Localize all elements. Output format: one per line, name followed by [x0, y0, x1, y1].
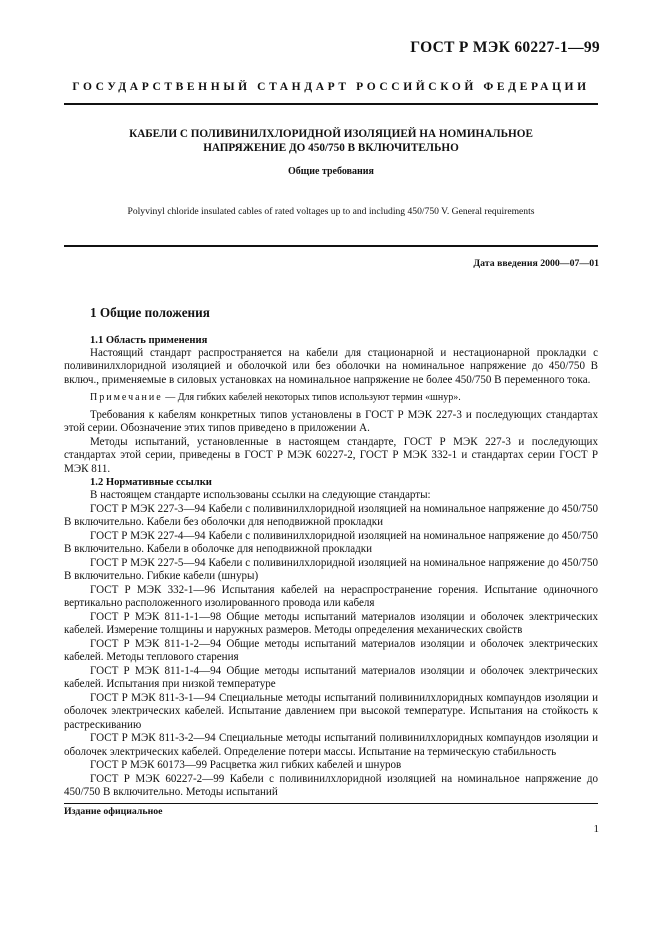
top-divider — [64, 103, 598, 105]
reference-item: ГОСТ Р МЭК 811-1-4—94 Общие методы испытаний материалов изоляции и оболочек электрических кабелей. Испытания при низкой температуре — [64, 664, 598, 690]
references-list — [64, 503, 598, 800]
reference-item: ГОСТ Р МЭК 811-3-1—94 Специальные методы испытаний поливинилхлоридных компаундов изоляции и оболочек электрических кабелей. Испытание давлением при высокой температуре. Испытания на стойкость к растрескиванию — [64, 691, 598, 731]
middle-divider — [64, 245, 598, 247]
page-number: 1 — [593, 823, 599, 835]
subsection-heading-scope: 1.1 Область применения — [90, 334, 208, 346]
note-label: Примечание — [90, 392, 163, 403]
subsection-heading-references: 1.2 Нормативные ссылки — [90, 477, 212, 488]
title-line-2: НАПРЯЖЕНИЕ ДО 450/750 В ВКЛЮЧИТЕЛЬНО — [203, 142, 459, 154]
document-title — [64, 127, 598, 155]
reference-item: ГОСТ Р МЭК 60173—99 Расцветка жил гибких кабелей и шнуров — [90, 759, 402, 771]
edition-label: Издание официальное — [64, 806, 163, 817]
paragraph: В настоящем стандарте использованы ссылки на следующие стандарты: — [90, 489, 431, 501]
reference-item: ГОСТ Р МЭК 227-4—94 Кабели с поливинилхлоридной изоляцией на номинальное напряжение до 450/750 В включительно. Кабели в оболочке для неподвижной прокладки — [64, 529, 598, 555]
document-code: ГОСТ Р МЭК 60227-1—99 — [410, 39, 600, 56]
reference-item: ГОСТ Р МЭК 227-3—94 Кабели с поливинилхлоридной изоляцией на номинальное напряжение до 450/750 В включительно. Кабели без оболочки для неподвижной прокладки — [64, 502, 598, 528]
state-standard-banner: ГОСУДАРСТВЕННЫЙ СТАНДАРТ РОССИЙСКОЙ ФЕДЕРАЦИИ — [72, 81, 590, 93]
reference-item: ГОСТ Р МЭК 811-3-2—94 Специальные методы испытаний поливинилхлоридных компаундов изоляции и оболочек электрических кабелей. Определение потери массы. Испытание на термическую стабильность — [64, 732, 598, 758]
introduction-date: Дата введения 2000—07—01 — [473, 258, 599, 269]
reference-item: ГОСТ Р МЭК 332-1—96 Испытания кабелей на нераспространение горения. Испытание одиночного вертикально расположенного изолированного провода или кабеля — [64, 583, 598, 609]
reference-item: ГОСТ Р МЭК 811-1-1—98 Общие методы испытаний материалов изоляции и оболочек электрических кабелей. Измерение толщины и наружных размеров. Методы определения механических свойств — [64, 610, 598, 636]
note — [64, 391, 598, 405]
reference-item: ГОСТ Р МЭК 60227-2—99 Кабели с поливинилхлоридной изоляцией на номинальное напряжение до 450/750 В включительно. Методы испытаний — [64, 772, 598, 798]
english-title: Polyvinyl chloride insulated cables of rated voltages up to and including 450/750 V. General requirements — [127, 206, 535, 217]
paragraph: Настоящий стандарт распространяется на кабели для стационарной и нестационарной прокладки с поливинилхлоридной изоляцией и оболочкой или без оболочки на номинальное напряжение до 450/750 В включ., применяемые в силовых установках на номинальное напряжение не более 450/750 В переменного тока. — [64, 346, 598, 386]
document-body — [64, 306, 598, 800]
reference-item: ГОСТ Р МЭК 227-5—94 Кабели с поливинилхлоридной изоляцией на номинальное напряжение до 450/750 В включительно. Гибкие кабели (шнуры) — [64, 556, 598, 582]
document-subtitle: Общие требования — [288, 166, 374, 177]
reference-item: ГОСТ Р МЭК 811-1-2—94 Общие методы испытаний материалов изоляции и оболочек электрических кабелей. Методы теплового старения — [64, 637, 598, 663]
title-line-1: КАБЕЛИ С ПОЛИВИНИЛХЛОРИДНОЙ ИЗОЛЯЦИЕЙ НА НОМИНАЛЬНОЕ — [129, 128, 533, 140]
paragraph: Методы испытаний, установленные в настоящем стандарте, ГОСТ Р МЭК 227-3 и последующих стандартах этой серии, приведены в ГОСТ Р МЭК 60227-2, ГОСТ Р МЭК 332-1 и стандартах серии ГОСТ Р МЭК 811. — [64, 435, 598, 475]
footer-divider — [64, 803, 598, 804]
section-heading: 1 Общие положения — [90, 305, 210, 320]
note-text: — Для гибких кабелей некоторых типов используют термин «шнур». — [162, 392, 461, 403]
paragraph: Требования к кабелям конкретных типов установлены в ГОСТ Р МЭК 227-3 и последующих стандартах этой серии. Обозначение этих типов приведено в приложении А. — [64, 408, 598, 434]
